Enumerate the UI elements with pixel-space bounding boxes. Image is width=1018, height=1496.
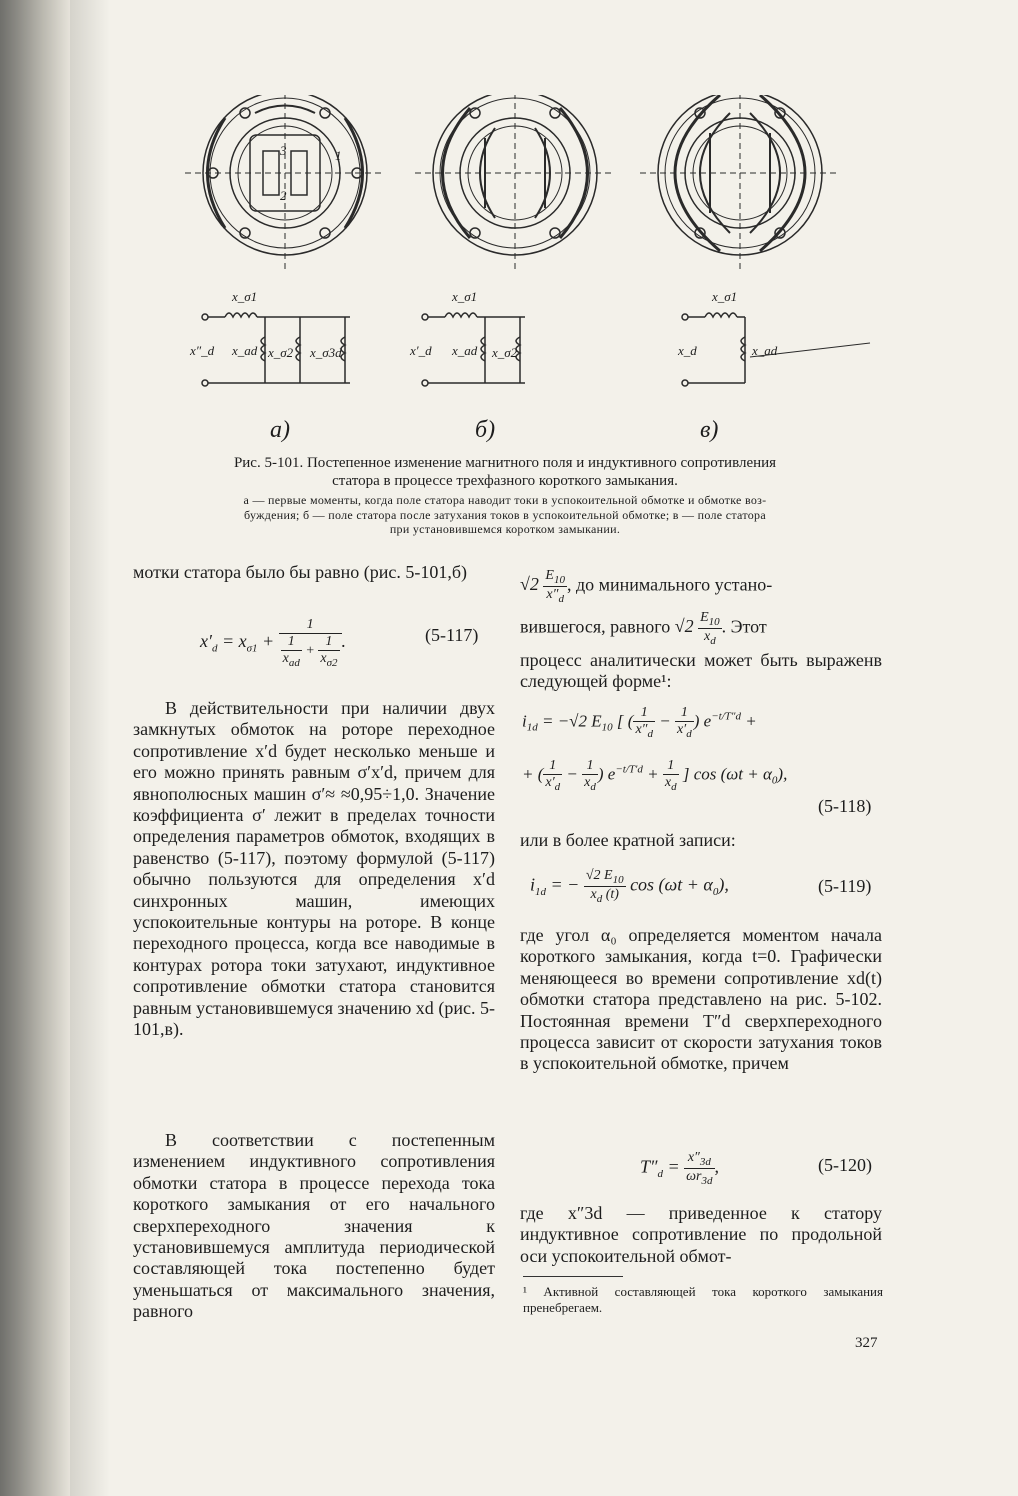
left-para-2: В соответствии с постепенным изменением индуктивного сопротивления обмотки статора в процессе перехода тока короткого замыкания от его начального сверхпереходного значения к установившемуся амплитуда периодической составляющей тока постепенно будет уменьшаться от максимального значения, равного — [133, 1130, 495, 1322]
c-x-s1: x_σ1 — [712, 289, 738, 304]
equation-5-119: $i_{1d}$ = − $\frac{√2 E_{10}}{x_d (t)}$ $\cos (\omega t + \alpha_0)$, — [530, 868, 729, 905]
b-branch-1: x_ad — [452, 343, 478, 358]
right-para-3: где угол α₀ определяется моментом начала короткого замыкания, когда t=0. Графически меняющееся во времени сопротивление xd(t) обмотки статора представлено на рис. 5-102. Постоянная времени T″d сверхпереходного процесса зависит от скорости затухания токов в успокоительной обмотке, причем — [520, 925, 882, 1074]
figure-5-101 — [180, 95, 880, 445]
binding-gradient — [70, 0, 110, 1496]
panel-label-a: а) — [270, 417, 290, 443]
eq-5-119-number: (5-119) — [818, 876, 872, 896]
a-branch-3: x_σ3d — [310, 345, 342, 360]
right-line-3: процесс аналитически может быть выраженв следующей форме¹: — [520, 650, 882, 692]
machine-c — [640, 95, 840, 273]
machine-b — [415, 95, 615, 273]
equation-5-120: $T''_d$ = $\frac{x''_{3d}}{\omega r_{3d}}$ , — [640, 1150, 720, 1187]
equation-5-118-line2: + ( $\frac{1}{x'_d}$ − $\frac{1}{x_d}$ ) $e^{-t/T'd}$ + $\frac{1}{x_d}$ ] $\cos (\omega t + \alpha_0)$, — [522, 758, 788, 793]
footnote: ¹ Активной составляющей тока короткого замыкания пренебрегаем. — [523, 1284, 883, 1315]
b-x-left: x′_d — [410, 343, 432, 358]
right-para-4: где x″3d — приведенное к статору индуктивное сопротивление по продольной оси успокоительной обмот- — [520, 1203, 882, 1266]
a-branch-1: x_ad — [232, 343, 258, 358]
b-x-s1: x_σ1 — [452, 289, 478, 304]
caption-note-2: буждения; б — поле статора после затухания токов в успокоительной обмотке; в — поле статора — [244, 508, 766, 522]
right-line-2: вившегося, равного √2 $\frac{E_{10}}{x_d}$ . Этот — [520, 610, 767, 647]
c-branch-1: x_ad — [752, 343, 778, 358]
caption-line-1: Рис. 5-101. Постепенное изменение магнитного поля и индуктивного сопротивления — [233, 455, 777, 471]
page-number: 327 — [855, 1335, 878, 1351]
eq-5-118-number: (5-118) — [818, 796, 872, 816]
a-x-s1: x_σ1 — [232, 289, 258, 304]
machine-a — [185, 95, 385, 273]
equation-5-118: $i_{1d} = -√2$ $E_{10}$ [ ( $\frac{1}{x''_d}$ − $\frac{1}{x'_d}$ ) $e^{-t/T''d}$ + — [522, 705, 757, 740]
book-binding-shadow — [0, 0, 70, 1496]
right-or-line: или в более кратной записи: — [520, 830, 736, 850]
caption-note-1: а — первые моменты, когда поле статора наводит токи в успокоительной обмотке и обмотке воз- — [243, 493, 767, 507]
winding-2: 2 — [280, 188, 287, 203]
c-x-left: x_d — [678, 343, 697, 358]
b-branch-2: x_σ2 — [492, 345, 518, 360]
caption-line-2: статора в процессе трехфазного короткого замыкания. — [332, 473, 678, 489]
winding-1: 1 — [335, 148, 342, 163]
left-intro: мотки статора было бы равно (рис. 5-101,б) — [133, 562, 467, 582]
panel-label-b: б) — [475, 417, 496, 443]
left-para-1: В действительности при наличии двух замкнутых обмоток на роторе переходное сопротивление x′d будет несколько меньше и его можно принять равным σ′x′d, причем для явнополюсных машин σ′≈ ≈0,95÷1,0. Значение коэффициента σ′ лежит в пределах точности определения параметров обмоток, входящих в равенство (5-117), поэтому формулой (5-117) обычно пользуются для определения x′d синхронных машин, имеющих успокоительные контуры на роторе. В конце переходного процесса, когда все наводимые в контурах ротора токи затухают, индуктивное сопротивление обмотки статора становится равным установившемуся значению xd (рис. 5-101,в). — [133, 698, 495, 1040]
eq-5-120-number: (5-120) — [818, 1155, 872, 1175]
eq-5-117-number: (5-117) — [425, 625, 479, 645]
a-branch-2: x_σ2 — [268, 345, 294, 360]
footnote-rule — [523, 1276, 623, 1277]
panel-label-c: в) — [700, 417, 719, 443]
caption-note-3: при установившемся коротком замыкании. — [389, 522, 621, 536]
right-line-1: √2 $\frac{E_{10}}{x''_d}$ , до минимального устано- — [520, 568, 773, 605]
equation-5-117: $x'_d = x_{\sigma 1}$ + 1 $\frac{1}{x_{ad}}$ + $\frac{1}{x_{\sigma 2}}$ . — [200, 617, 346, 669]
winding-3: 3 — [280, 143, 287, 158]
a-x-left: x″_d — [190, 343, 215, 358]
